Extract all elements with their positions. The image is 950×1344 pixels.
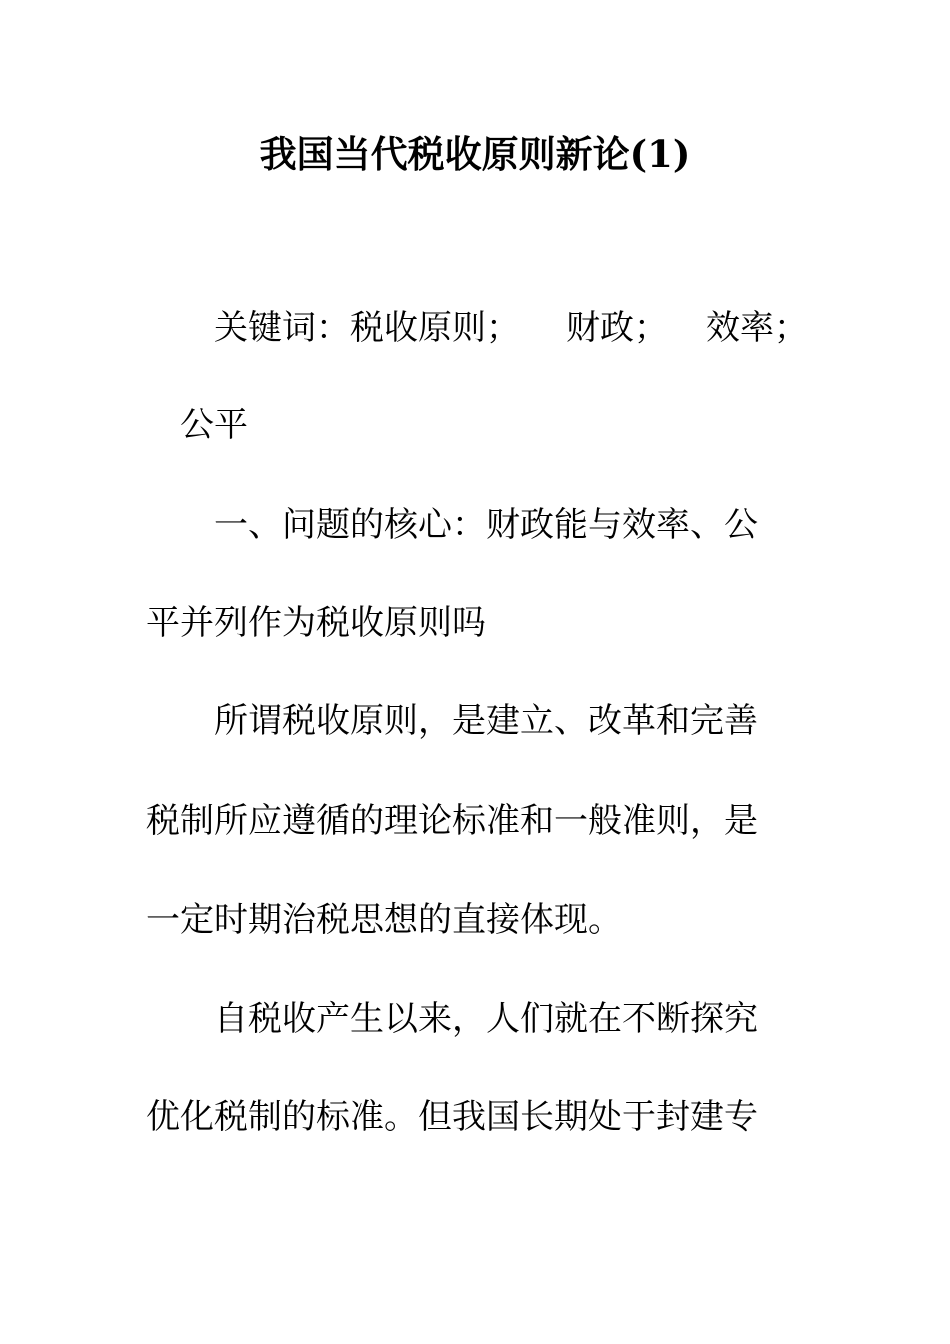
keyword-efficiency: 效率； [706,308,808,348]
keywords-line: 关键词：税收原则； [214,308,520,348]
paragraph-3-line-2: 优化税制的标准。但我国长期处于封建专 [146,1097,758,1137]
document-title: 我国当代税收原则新论(1) [259,132,691,176]
paragraph-1-line-2: 平并列作为税收原则吗 [146,603,486,643]
paragraph-3-line-1: 自税收产生以来，人们就在不断探究 [214,999,758,1039]
paragraph-2-line-1: 所谓税收原则，是建立、改革和完善 [214,701,758,741]
keyword-fairness: 公平 [180,405,248,445]
paragraph-2-line-3: 一定时期治税思想的直接体现。 [146,900,622,940]
keyword-finance: 财政； [566,308,668,348]
paragraph-1-line-1: 一、问题的核心：财政能与效率、公 [214,505,758,545]
paragraph-2-line-2: 税制所应遵循的理论标准和一般准则，是 [146,801,758,841]
